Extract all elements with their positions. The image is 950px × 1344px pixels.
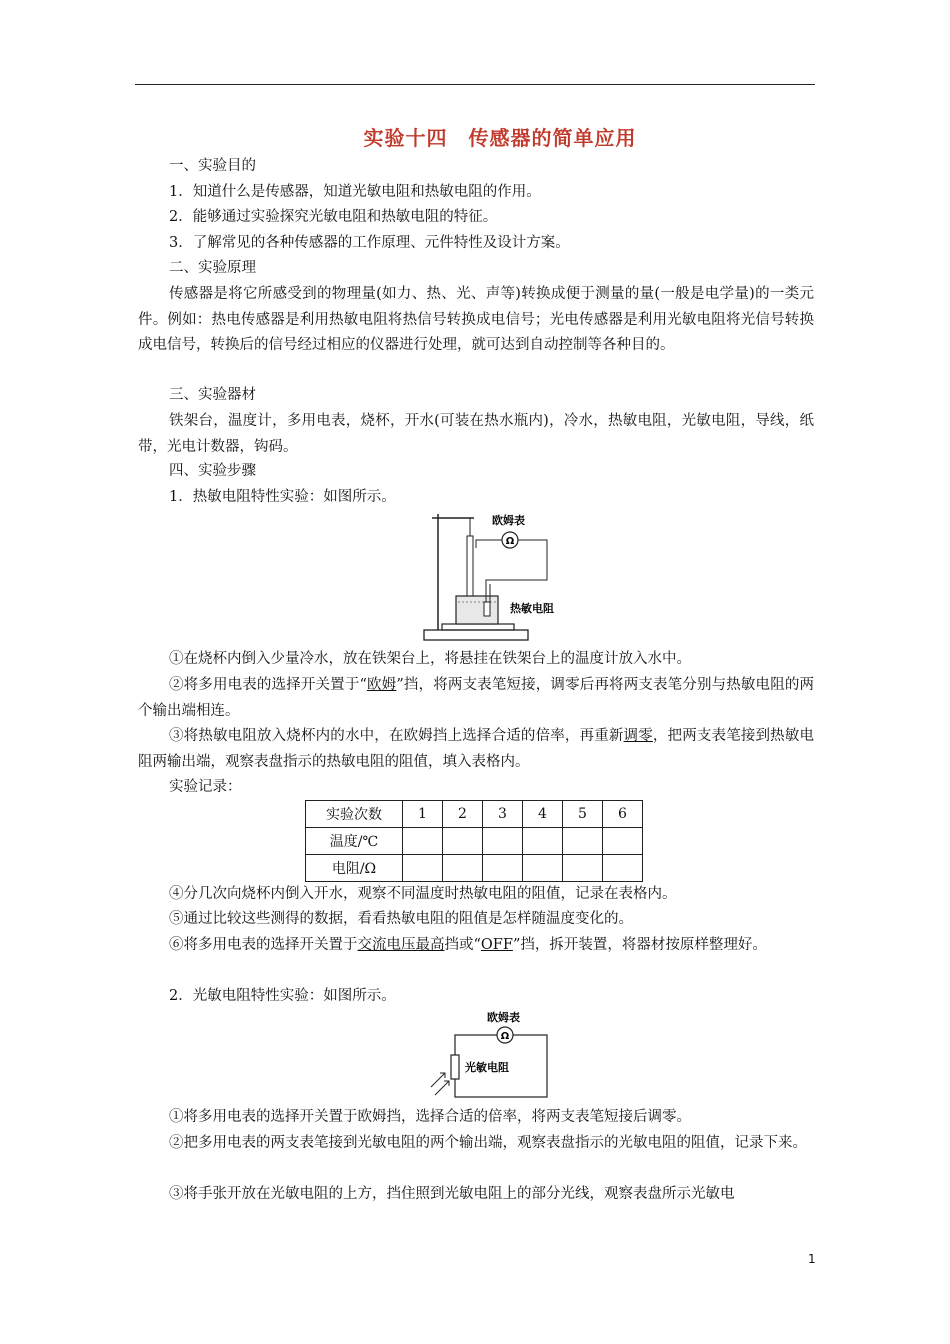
- record-table: [305, 800, 643, 882]
- thermo-step-1: ①在烧杯内倒入少量冷水，放在铁架台上，将悬挂在铁架台上的温度计放入水中。: [169, 651, 691, 667]
- table-row-label: 电阻/Ω: [306, 855, 403, 882]
- header-rule: [135, 84, 815, 85]
- light-arrow: [435, 1081, 449, 1095]
- thermistor: [484, 602, 490, 616]
- thermo-step-4: ④分几次向烧杯内倒入开水，观察不同温度时热敏电阻的阻值，记录在表格内。: [169, 886, 677, 902]
- table-row-label: 温度/℃: [306, 828, 403, 855]
- table-row: [306, 828, 643, 855]
- table-header-cell: 5: [563, 801, 603, 828]
- thermistor-setup-figure: [420, 508, 570, 646]
- equipment-heading: 三、实验器材: [169, 387, 256, 403]
- ohmmeter-label: 欧姆表: [487, 1011, 520, 1024]
- photoresistor-circuit-figure: [425, 1007, 555, 1101]
- ohm-glyph: Ω: [500, 1031, 510, 1042]
- light-arrow: [431, 1073, 445, 1087]
- beaker: [456, 596, 498, 624]
- thermo-step-3: ③将热敏电阻放入烧杯内的水中，在欧姆挡上选择合适的倍率，再重新调零，把两支表笔接到热敏电阻两输出端，观察表盘指示的热敏电阻的阻值，填入表格内。: [138, 728, 815, 770]
- purpose-item-1: 1．知道什么是传感器，知道光敏电阻和热敏电阻的作用。: [169, 184, 541, 200]
- purpose-heading: 一、实验目的: [169, 158, 256, 174]
- photo-experiment-title: 2．光敏电阻特性实验：如图所示。: [169, 988, 396, 1004]
- table-header-cell: 实验次数: [306, 801, 403, 828]
- purpose-item-3: 3．了解常见的各种传感器的工作原理、元件特性及设计方案。: [169, 235, 570, 251]
- ohmmeter-label: 欧姆表: [492, 514, 525, 527]
- principle-heading: 二、实验原理: [169, 260, 256, 276]
- purpose-item-2: 2．能够通过实验探究光敏电阻和热敏电阻的特征。: [169, 209, 498, 225]
- stand-plate: [442, 624, 514, 630]
- table-header-cell: 1: [403, 801, 443, 828]
- stand-base: [424, 630, 528, 640]
- photoresistor-label: 光敏电阻: [465, 1061, 509, 1074]
- circuit-wire: [476, 540, 547, 602]
- table-header-cell: 3: [483, 801, 523, 828]
- table-header-cell: 2: [443, 801, 483, 828]
- principle-text: 传感器是将它所感受到的物理量(如力、热、光、声等)转换成便于测量的量(一般是电学量)的一类元件。例如：热电传感器是利用热敏电阻将热信号转换成电信号；光电传感器是利用光敏电阻将光信号转换成电信号，转换后的信号经过相应的仪器进行处理，就可达到自动控制等各种目的。: [138, 286, 814, 353]
- table-row: [306, 855, 643, 882]
- steps-heading: 四、实验步骤: [169, 463, 256, 479]
- page-number: 1: [808, 1252, 816, 1266]
- equipment-text: 铁架台，温度计，多用电表，烧杯，开水(可装在热水瓶内)，冷水，热敏电阻，光敏电阻，导线，纸带，光电计数器，钩码。: [138, 413, 814, 455]
- record-label: 实验记录：: [169, 779, 242, 795]
- thermo-step-5: ⑤通过比较这些测得的数据，看看热敏电阻的阻值是怎样随温度变化的。: [169, 911, 633, 927]
- thermistor-label: 热敏电阻: [510, 602, 554, 615]
- table-header-cell: 6: [603, 801, 643, 828]
- thermo-step-6: ⑥将多用电表的选择开关置于交流电压最高挡或“OFF”挡，拆开装置，将器材按原样整理好。: [169, 937, 767, 953]
- thermo-experiment-title: 1．热敏电阻特性实验：如图所示。: [169, 489, 396, 505]
- table-header-row: [306, 801, 643, 828]
- photoresistor: [451, 1055, 459, 1079]
- page-title: 实验十四 传感器的简单应用: [363, 126, 637, 150]
- ohm-glyph: Ω: [505, 536, 515, 547]
- photo-step-2: ②把多用电表的两支表笔接到光敏电阻的两个输出端，观察表盘指示的光敏电阻的阻值，记录下来。: [169, 1135, 807, 1151]
- photo-step-1: ①将多用电表的选择开关置于欧姆挡，选择合适的倍率，将两支表笔短接后调零。: [169, 1109, 691, 1125]
- photo-step-3: ③将手张开放在光敏电阻的上方，挡住照到光敏电阻上的部分光线，观察表盘所示光敏电: [169, 1186, 735, 1202]
- table-header-cell: 4: [523, 801, 563, 828]
- thermo-step-2: ②将多用电表的选择开关置于“欧姆”挡，将两支表笔短接，调零后再将两支表笔分别与热敏电阻的两个输出端相连。: [138, 677, 815, 719]
